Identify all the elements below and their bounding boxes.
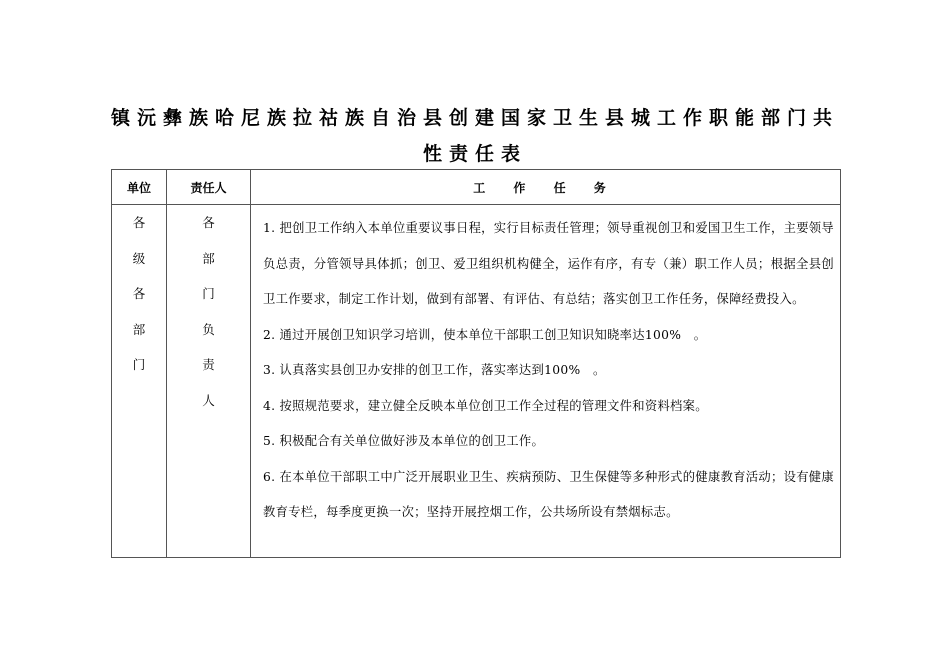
task-item: 1. 把创卫工作纳入本单位重要议事日程，实行目标责任管理；领导重视创卫和爱国卫生工作，主要领导负总责，分管领导具体抓；创卫、爱卫组织机构健全，运作有序，有专（兼）职工作人员；根据全县创卫工作要求，制定工作计划，做到有部署、有评估、有总结；落实创卫工作任务，保障经费投入。 xyxy=(263,221,834,306)
task-item: 6. 在本单位干部职工中广泛开展职业卫生、疾病预防、卫生保健等多种形式的健康教育活动；设有健康教育专栏，每季度更换一次；坚持开展控烟工作，公共场所设有禁烟标志。 xyxy=(263,469,834,519)
header-responsible: 责任人 xyxy=(167,170,251,205)
unit-char: 各 xyxy=(132,286,146,301)
responsible-char: 人 xyxy=(202,392,215,408)
tasks-cell xyxy=(251,205,841,558)
responsible-char: 责 xyxy=(202,357,215,372)
header-unit: 单位 xyxy=(112,170,167,205)
unit-char: 门 xyxy=(132,357,146,372)
responsible-char: 各 xyxy=(202,215,215,230)
responsibility-table xyxy=(111,169,841,558)
document-title-line-1: 镇沅彝族哈尼族拉祜族自治县创建国家卫生县城工作职能部门共 xyxy=(110,107,839,129)
responsible-char: 门 xyxy=(202,286,215,301)
unit-cell xyxy=(112,205,167,558)
unit-char: 部 xyxy=(132,321,146,337)
task-item: 3. 认真落实县创卫办安排的创卫工作，落实率达到100% 。 xyxy=(263,363,606,377)
document-title-line-2: 性责任表 xyxy=(422,143,527,165)
task-item: 5. 积极配合有关单位做好涉及本单位的创卫工作。 xyxy=(263,434,545,448)
table-row xyxy=(112,205,841,558)
header-tasks: 工 作 任 务 xyxy=(251,170,841,205)
table-header-row xyxy=(112,170,841,205)
responsible-cell xyxy=(167,205,251,558)
unit-char: 各 xyxy=(132,215,146,230)
task-item: 2. 通过开展创卫知识学习培训，使本单位干部职工创卫知识知晓率达100% 。 xyxy=(263,327,707,342)
responsible-char: 部 xyxy=(202,250,215,266)
unit-char: 级 xyxy=(132,250,146,266)
task-item: 4. 按照规范要求，建立健全反映本单位创卫工作全过程的管理文件和资料档案。 xyxy=(263,398,708,413)
responsible-char: 负 xyxy=(202,321,215,337)
